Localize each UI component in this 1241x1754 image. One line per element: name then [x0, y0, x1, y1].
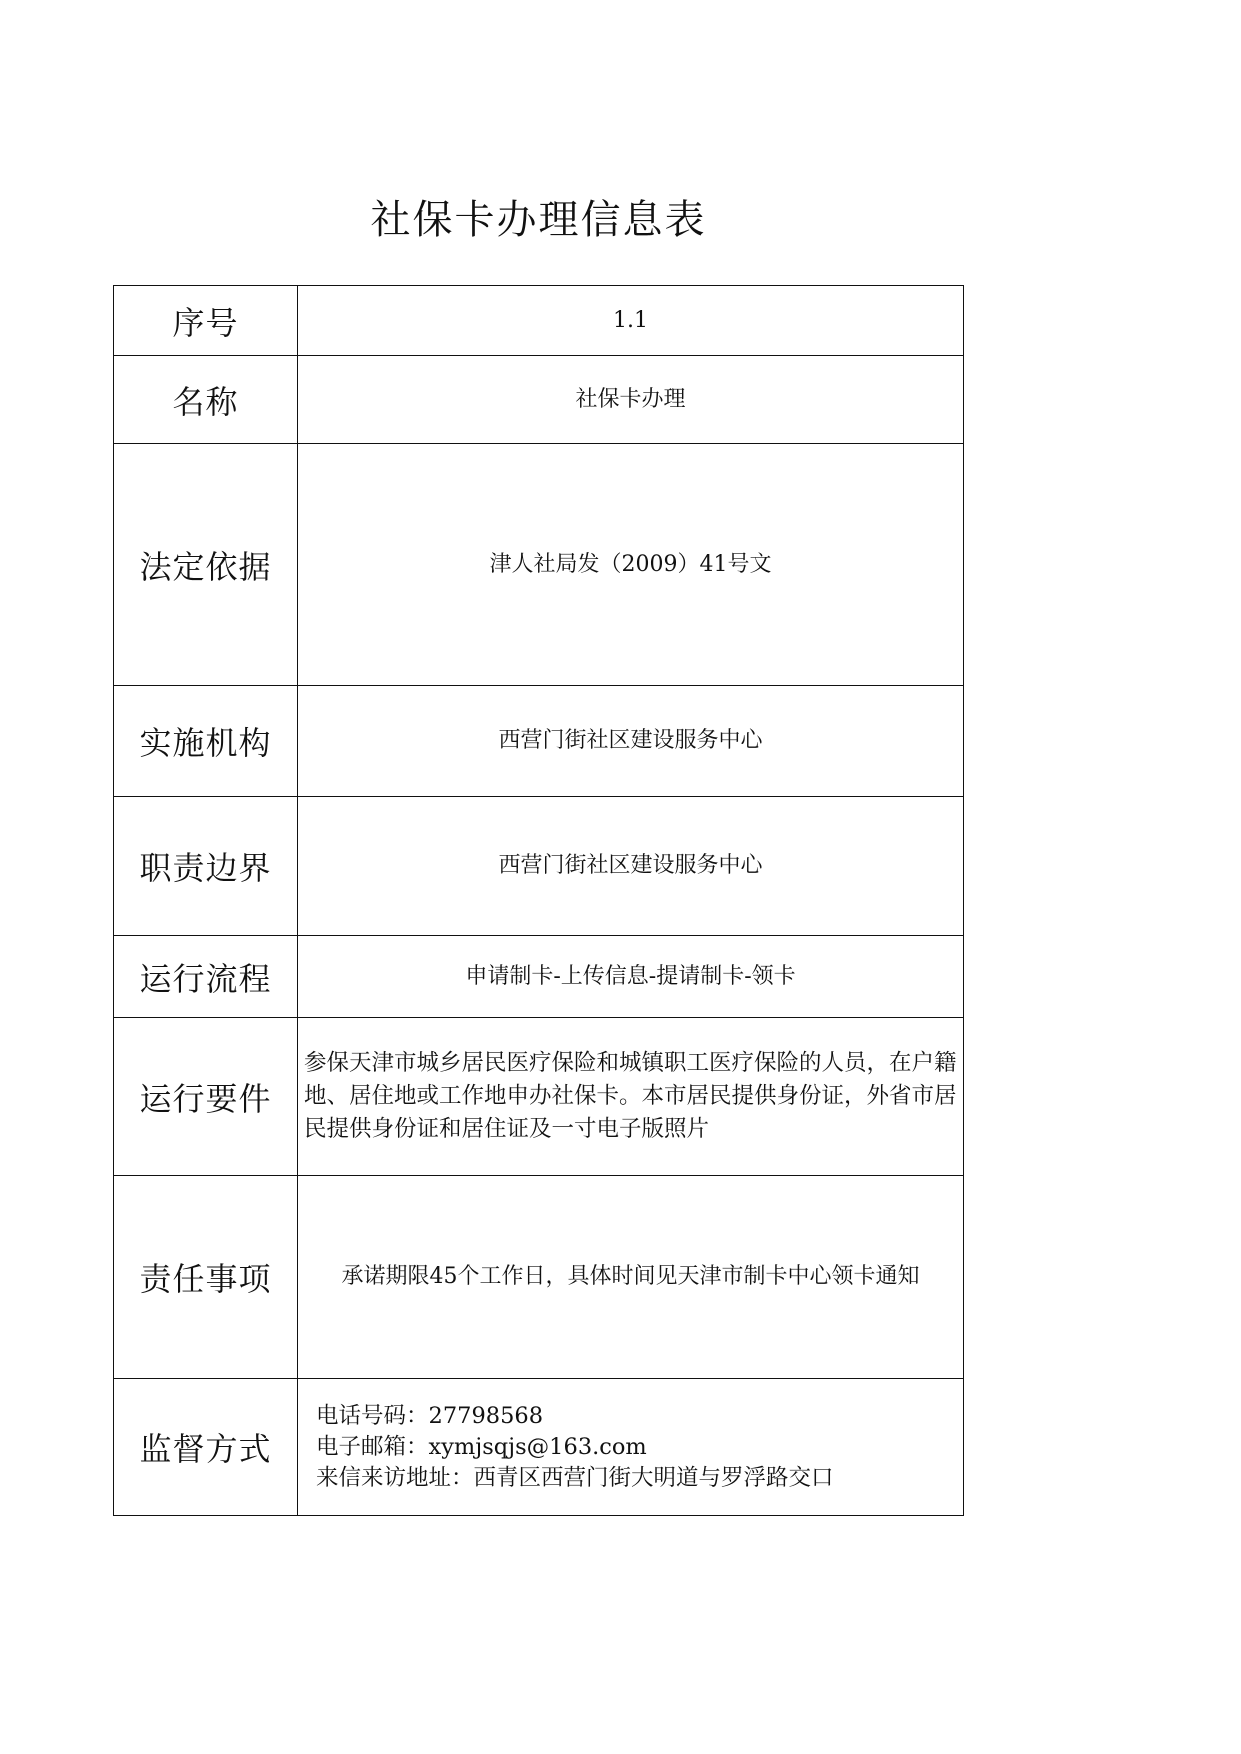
row-label: 法定依据 [114, 444, 298, 686]
row-label: 实施机构 [114, 686, 298, 797]
table-row-responsibility-boundary [114, 797, 964, 936]
row-value: 申请制卡-上传信息-提请制卡-领卡 [298, 936, 964, 1018]
row-label: 运行流程 [114, 936, 298, 1018]
row-value: 西营门街社区建设服务中心 [298, 686, 964, 797]
contact-address: 来信来访地址：西青区西营门街大明道与罗浮路交口 [316, 1464, 834, 1491]
row-value: 参保天津市城乡居民医疗保险和城镇职工医疗保险的人员，在户籍地、居住地或工作地申办社保卡。本市居民提供身份证，外省市居民提供身份证和居住证及一寸电子版照片 [298, 1018, 964, 1176]
row-value: 津人社局发（2009）41号文 [298, 444, 964, 686]
row-label: 职责边界 [114, 797, 298, 936]
row-value: 1.1 [298, 286, 964, 356]
row-label: 监督方式 [114, 1379, 298, 1516]
contact-phone: 电话号码：27798568 [316, 1402, 544, 1429]
row-value: 社保卡办理 [298, 356, 964, 444]
row-label: 责任事项 [114, 1176, 298, 1379]
row-label: 运行要件 [114, 1018, 298, 1176]
table-row-serial [114, 286, 964, 356]
info-table [113, 285, 964, 1516]
table-row-requirements [114, 1018, 964, 1176]
table-row-legal-basis [114, 444, 964, 686]
table-row-name [114, 356, 964, 444]
contact-block [298, 1379, 964, 1516]
contact-email: 电子邮箱：xymjsqjs@163.com [316, 1433, 647, 1460]
table-row-implementing-agency [114, 686, 964, 797]
row-value: 承诺期限45个工作日，具体时间见天津市制卡中心领卡通知 [298, 1176, 964, 1379]
row-value: 西营门街社区建设服务中心 [298, 797, 964, 936]
page-title: 社保卡办理信息表 [370, 197, 707, 243]
row-label: 序号 [114, 286, 298, 356]
table-row-supervision [114, 1379, 964, 1516]
table-row-process [114, 936, 964, 1018]
row-label: 名称 [114, 356, 298, 444]
table-row-responsibilities [114, 1176, 964, 1379]
